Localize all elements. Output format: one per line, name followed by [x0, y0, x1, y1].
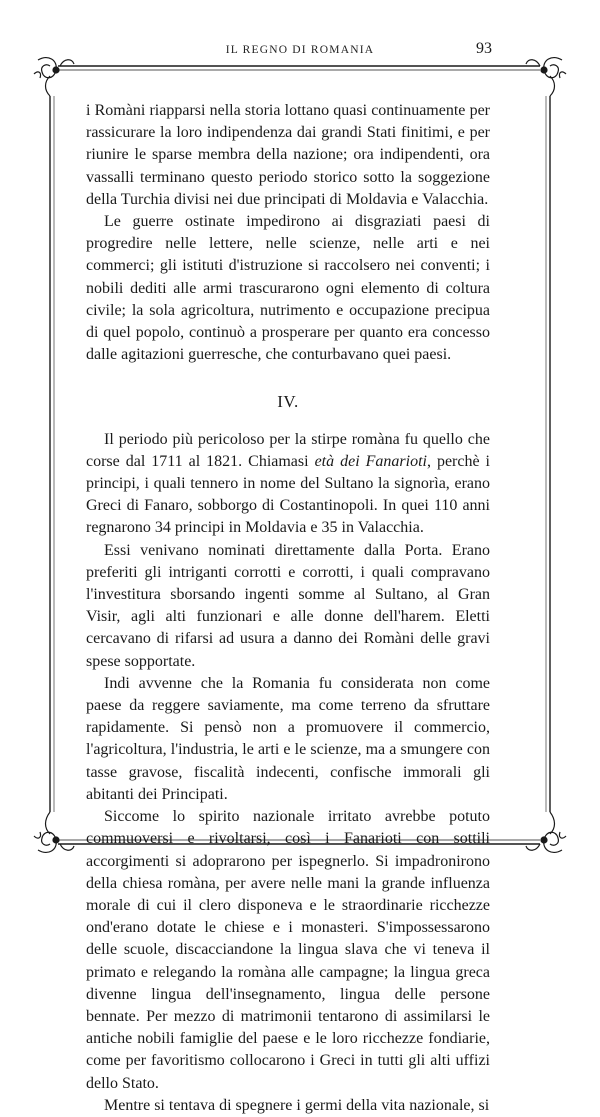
paragraph-text: , perchè i principi, i quali tennero in nome del Sultano la signorìa, erano Greci di Fanaro, sobborgo di Costantinopoli. In quei 110 anni regnarono 34 principi in Moldavia e 35 in Valacchia. [86, 452, 491, 537]
paragraph-text: Il periodo più pericoloso per la stirpe romàna fu quello che corse dal 1711 al 1821. Chiamasi [86, 430, 490, 470]
paragraph: Mentre si tentava di spegnere i germi della vita nazionale, si [104, 1096, 490, 1114]
paragraph: Indi avvenne che la Romania fu considerata non come paese da reggere saviamente, ma come terreno da sfruttare rapidamente. Si pensò non a promuovere il commercio, l'agricoltura, l'industria, le arti e le scienze, ma a smungere con tasse gravose, fiscalità indecenti, confische immorali gli abitanti dei Principati. [86, 674, 490, 803]
section-heading: IV. [277, 392, 299, 412]
paragraph [86, 429, 490, 540]
paragraph: Siccome lo spirito nazionale irritato avrebbe potuto commuoversi e rivoltarsi, così i Fanarioti con sottili accorgimenti si adoprarono per ispegnerlo. Si impadronirono della chiesa romàna, per avere nelle mani la grande influenza morale di cui il clero disponeva e le straordinarie ricchezze ond'erano dotate le chiese e i monasteri. S'impossessarono delle scuole, discacciandone la lingua slava che vi teneva il primato e relegando la romàna alle campagne; la lingua greca divenne lingua dell'insegnamento, lingua delle persone bennate. Per mezzo di matrimonii tentarono di assimilarsi le antiche nobili famiglie del paese e le loro ricchezze fondiarie, come per favoritismo collocarono i Greci in tutti gli alti uffizi dello Stato. [86, 808, 490, 1092]
corner-ornament-bottom-right [526, 812, 566, 852]
paragraph: Le guerre ostinate impedirono ai disgraziati paesi di progredire nelle lettere, nelle scienze, nelle arti e nei commerci; gli istituti d'istruzione si raccolsero nei conventi; i nobili dediti alle armi trascurarono ogni elemento di coltura civile; la sola agricoltura, nutrimento e occupazione precipua di quel popolo, continuò a prosperare per quanto era concesso dalle agitazioni guerresche, che conturbavano quei paesi. [86, 213, 490, 364]
corner-ornament-top-right [526, 58, 566, 96]
corner-ornament-bottom-left [34, 812, 74, 852]
running-title: IL REGNO DI ROMANIA [225, 44, 375, 56]
page-number: 93 [476, 40, 492, 57]
corner-ornament-top-left [34, 58, 74, 96]
italic-term: età dei Fanarioti [314, 452, 427, 470]
body-text [86, 100, 490, 1117]
paragraph: Essi venivano nominati direttamente dalla Porta. Erano preferiti gli intriganti corrotti e corrotti, i quali compravano l'investitura sborsando ingenti somme al Sultano, al Gran Visir, agli alti funzionari e alle donne dell'harem. Eletti cercavano di rifarsi ad usura a danno dei Romàni delle gravi spese sopportate. [86, 541, 490, 670]
paragraph: i Romàni riapparsi nella storia lottano quasi continuamente per rassicurare la loro indipendenza dai grandi Stati finitimi, e per riunire le sparse membra della nazione; ora indipendenti, ora vassalli terminano questo periodo storico sotto la soggezione della Turchia divisi nei due principati di Moldavia e Valacchia. [86, 102, 490, 208]
